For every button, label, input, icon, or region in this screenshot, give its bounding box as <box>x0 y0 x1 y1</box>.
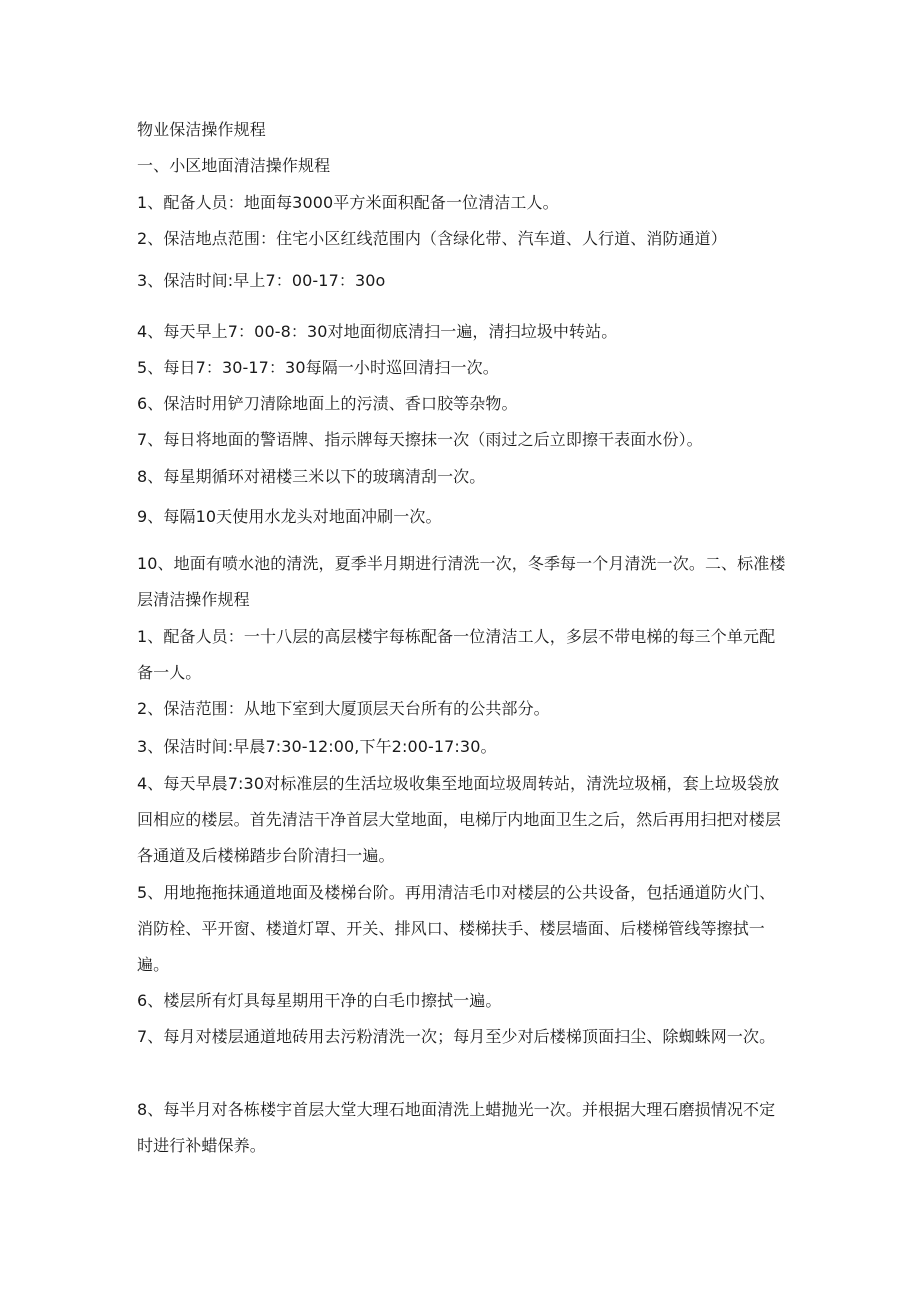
paragraph: 7、每日将地面的警语牌、指示牌每天擦抹一次（雨过之后立即擦干表面水份）。 <box>137 430 703 449</box>
paragraph: 10、地面有喷水池的清洗，夏季半月期进行清洗一次，冬季每一个月清洗一次。二、标准楼层清洁操作规程 <box>137 554 786 609</box>
paragraph: 3、保洁时间:早上7：00-17：30o <box>137 271 386 290</box>
paragraph: 8、每星期循环对裙楼三米以下的玻璃清刮一次。 <box>137 467 486 486</box>
paragraph: 3、保洁时间:早晨7:30-12:00,下午2:00-17:30。 <box>137 737 497 756</box>
paragraph: 8、每半月对各栋楼宇首层大堂大理石地面清洗上蜡抛光一次。并根据大理石磨损情况不定时进行补蜡保养。 <box>137 1100 776 1155</box>
paragraph: 7、每月对楼层通道地砖用去污粉清洗一次；每月至少对后楼梯顶面扫尘、除蜘蛛网一次。 <box>137 1027 776 1046</box>
paragraph: 6、保洁时用铲刀清除地面上的污渍、香口胶等杂物。 <box>137 394 518 413</box>
document-title: 物业保洁操作规程 <box>137 120 266 139</box>
paragraph: 5、每日7：30-17：30每隔一小时巡回清扫一次。 <box>137 358 499 377</box>
paragraph: 2、保洁范围：从地下室到大厦顶层天台所有的公共部分。 <box>137 699 550 718</box>
paragraph: 1、配备人员：一十八层的高层楼宇每栋配备一位清洁工人，多层不带电梯的每三个单元配备一人。 <box>137 627 776 682</box>
paragraph: 5、用地拖拖抹通道地面及楼梯台阶。再用清洁毛巾对楼层的公共设备，包括通道防火门、消防栓、平开窗、楼道灯罩、开关、排风口、楼梯扶手、楼层墙面、后楼梯管线等擦拭一遍。 <box>137 883 776 974</box>
paragraph: 9、每隔10天使用水龙头对地面冲刷一次。 <box>137 507 442 526</box>
paragraph: 4、每天早晨7:30对标准层的生活垃圾收集至地面垃圾周转站，清洗垃圾桶，套上垃圾袋放回相应的楼层。首先清洁干净首层大堂地面，电梯厅内地面卫生之后，然后再用扫把对楼层各通道及后楼梯踏步台阶清扫一遍。 <box>137 774 782 865</box>
paragraph: 2、保洁地点范围：住宅小区红线范围内（含绿化带、汽车道、人行道、消防通道） <box>137 229 727 248</box>
paragraph: 4、每天早上7：00-8：30对地面彻底清扫一遍，清扫垃圾中转站。 <box>137 322 618 341</box>
section-heading-1: 一、小区地面清洁操作规程 <box>137 156 331 175</box>
paragraph: 6、楼层所有灯具每星期用干净的白毛巾擦拭一遍。 <box>137 991 502 1010</box>
paragraph: 1、配备人员：地面每3000平方米面积配备一位清洁工人。 <box>137 193 559 212</box>
